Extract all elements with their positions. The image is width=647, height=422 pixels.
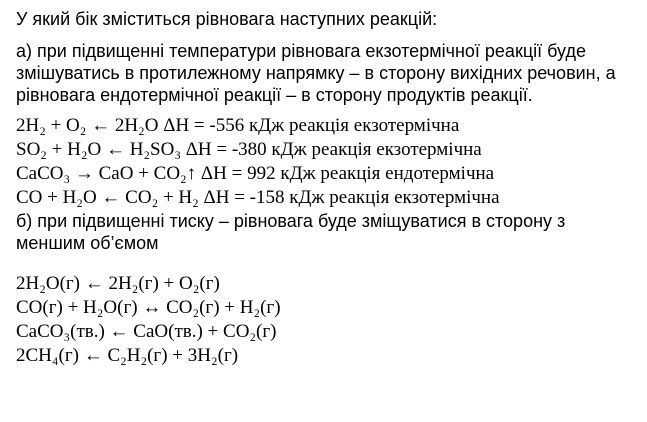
reaction-equation: SO₂ + H₂O ← H₂SO₃ ΔH = -380 кДж реакція екзотермічна <box>16 139 482 160</box>
temperature-reactions <box>16 114 637 210</box>
reaction-equation: CO + H₂O ← CO₂ + H₂ ΔH = -158 кДж реакція екзотермічна <box>16 187 500 208</box>
reaction-equation: 2H₂O(г) ← 2H₂(г) + O₂(г) <box>16 273 220 294</box>
reaction-equation: 2CH₄(г) ← C₂H₂(г) + 3H₂(г) <box>16 345 239 366</box>
part-a-text: а) при підвищенні температури рівновага екзотермічної реакції буде змішуватись в протилежному напрямку – в сторону вихідних речовин, а рівновага ендотермічної реакції – в сторону продуктів реакції. <box>16 41 616 105</box>
part-b-text: б) при підвищенні тиску – рівновага буде зміщуватися в сторону з меншим об’ємом <box>16 211 566 253</box>
reaction-equation: 2H₂ + O₂ ← 2H₂O ΔH = -556 кДж реакція екзотермічна <box>16 115 460 136</box>
question-heading: У який бік зміститься рівновага наступних реакцій: <box>16 9 438 29</box>
pressure-reactions <box>16 272 637 368</box>
reaction-equation: CaCO₃ → CaO + CO₂↑ ΔH = 992 кДж реакція ендотермічна <box>16 163 495 184</box>
reaction-equation: CO(г) + H₂O(г) ↔ CO₂(г) + H₂(г) <box>16 297 281 318</box>
reaction-equation: CaCO₃(тв.) ← CaO(тв.) + CO₂(г) <box>16 321 277 342</box>
